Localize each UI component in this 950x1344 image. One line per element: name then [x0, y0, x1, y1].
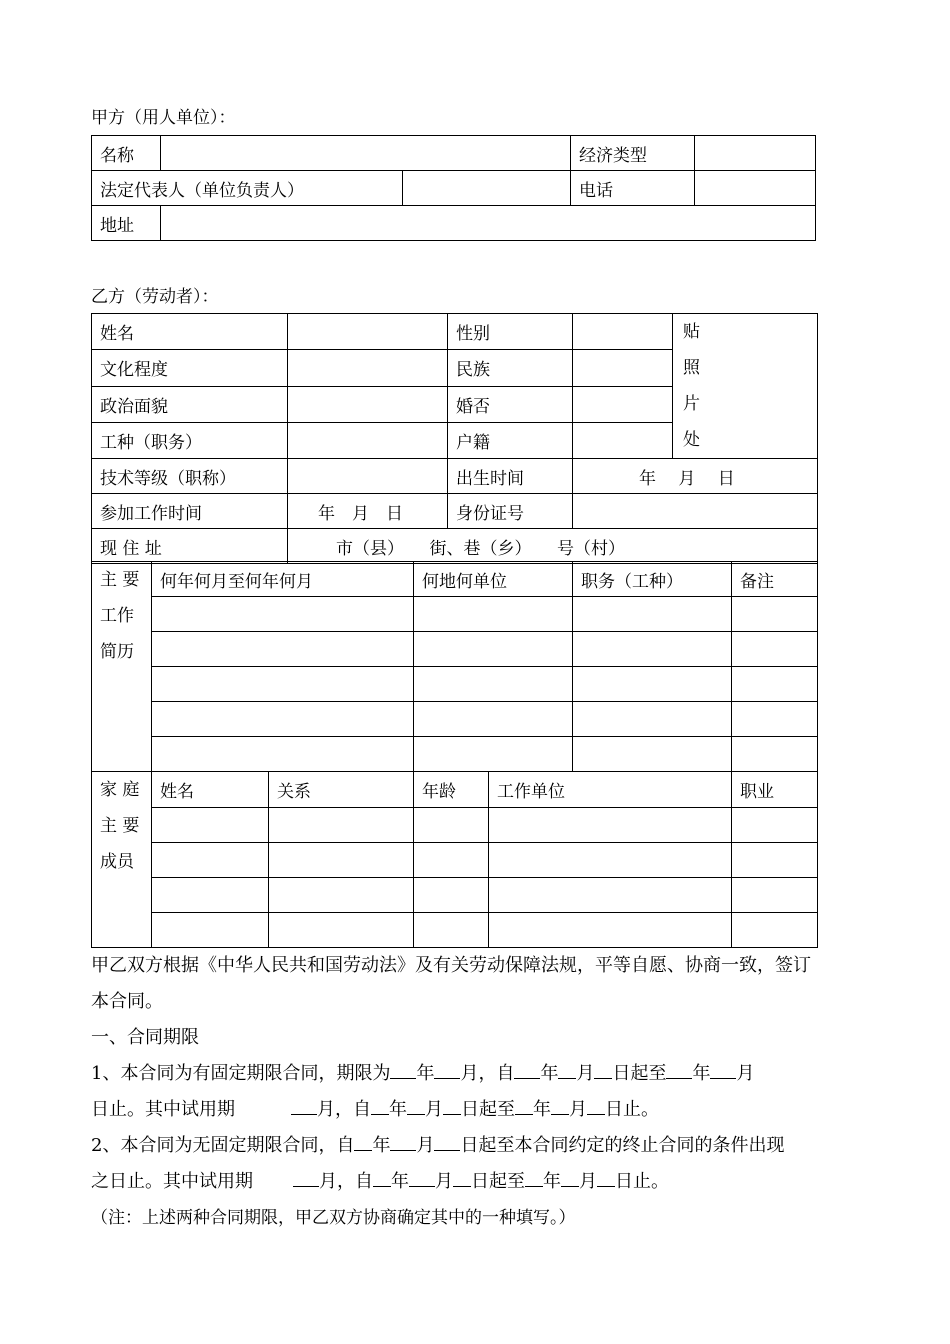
year-unit: 年 [389, 1099, 407, 1120]
month-unit: 月 [319, 1171, 337, 1192]
end-text: 止。 [623, 1099, 659, 1120]
table-row [92, 737, 818, 772]
item-1-text: 1、本合同为有固定期限合同，期限为 [91, 1063, 391, 1084]
resume-cell[interactable] [414, 737, 573, 772]
month-unit: 月 [576, 1063, 595, 1084]
hukou-field[interactable] [573, 422, 673, 458]
resume-cell[interactable] [573, 667, 732, 702]
family-cell[interactable] [732, 913, 818, 948]
family-cell[interactable] [732, 843, 818, 878]
gender-label: 性别 [448, 314, 573, 350]
id-label: 身份证号 [448, 494, 573, 529]
month-unit: 月 [569, 1099, 587, 1120]
section-1-title: 一、合同期限 [91, 1027, 199, 1048]
tech-level-field[interactable] [288, 459, 448, 494]
photo-area[interactable] [673, 314, 818, 459]
family-cell[interactable] [414, 913, 489, 948]
political-label: 政治面貌 [92, 386, 288, 422]
political-field[interactable] [288, 386, 448, 422]
resume-cell[interactable] [732, 667, 818, 702]
day-unit: 日 [615, 1171, 633, 1192]
party-a-econ-type-label: 经济类型 [571, 136, 695, 171]
item-1-line-b [91, 1092, 871, 1128]
blank-field[interactable] [551, 1096, 569, 1115]
blank-field[interactable] [371, 1096, 389, 1115]
intro-line-2: 本合同。 [91, 991, 163, 1012]
resume-cell[interactable] [732, 597, 818, 632]
family-cell[interactable] [489, 808, 732, 843]
blank-field[interactable] [443, 1096, 461, 1115]
blank-field[interactable] [291, 1096, 317, 1115]
resume-header-employer: 何地何单位 [414, 562, 573, 597]
blank-field[interactable] [409, 1168, 435, 1187]
family-header-name: 姓名 [152, 772, 269, 808]
from-text: ，自 [478, 1063, 515, 1084]
birth-label: 出生时间 [448, 459, 573, 494]
family-side-char: 成员 [100, 852, 134, 872]
blank-field[interactable] [373, 1168, 391, 1187]
blank-field[interactable] [515, 1096, 533, 1115]
item-2-line-b [91, 1164, 871, 1200]
table-row [92, 843, 818, 878]
ethnicity-field[interactable] [573, 350, 673, 386]
resume-cell[interactable] [573, 597, 732, 632]
blank-field[interactable] [525, 1168, 543, 1187]
family-cell[interactable] [489, 843, 732, 878]
family-header-occupation: 职业 [732, 772, 818, 808]
party-a-legal-rep-label: 法定代表人（单位负责人） [92, 171, 403, 206]
family-cell[interactable] [269, 913, 414, 948]
month-unit: 月 [579, 1171, 597, 1192]
table-row [92, 878, 818, 913]
family-cell[interactable] [152, 808, 269, 843]
family-cell[interactable] [414, 843, 489, 878]
resume-header-remarks: 备注 [732, 562, 818, 597]
blank-field[interactable] [390, 1060, 416, 1079]
family-cell[interactable] [269, 808, 414, 843]
resume-cell[interactable] [152, 702, 414, 737]
education-label: 文化程度 [92, 350, 288, 386]
probation-text: 日止。其中试用期 [91, 1099, 235, 1120]
resume-cell[interactable] [152, 737, 414, 772]
resume-side-char: 主 要 [100, 570, 140, 590]
family-side-char: 家 庭 [100, 780, 140, 800]
blank-field[interactable] [453, 1168, 471, 1187]
year-unit: 年 [533, 1099, 551, 1120]
from-text: ，自 [335, 1099, 371, 1120]
work-start-field[interactable]: 年 月 日 [288, 494, 448, 529]
family-header-relation: 关系 [269, 772, 414, 808]
resume-cell[interactable] [152, 597, 414, 632]
family-side-label [92, 772, 152, 948]
resume-cell[interactable] [573, 737, 732, 772]
item-2-tail: 日起至本合同约定的终止合同的条件出现 [460, 1135, 785, 1156]
ethnicity-label: 民族 [448, 350, 573, 386]
resume-side-char: 简历 [100, 642, 134, 662]
to-text: 起至 [630, 1063, 667, 1084]
current-address-label: 现 住 址 [92, 529, 288, 564]
month-unit: 月 [425, 1099, 443, 1120]
marital-label: 婚否 [448, 386, 573, 422]
family-table [91, 771, 818, 948]
photo-char: 片 [683, 394, 700, 414]
party-b-info-table [91, 313, 818, 564]
table-row [92, 597, 818, 632]
family-cell[interactable] [414, 808, 489, 843]
blank-field[interactable] [434, 1132, 460, 1151]
blank-field[interactable] [434, 1060, 460, 1079]
resume-cell[interactable] [573, 702, 732, 737]
resume-cell[interactable] [573, 632, 732, 667]
year-unit: 年 [416, 1063, 435, 1084]
blank-field[interactable] [587, 1096, 605, 1115]
blank-field[interactable] [558, 1060, 576, 1079]
month-unit: 月 [435, 1171, 453, 1192]
party-a-name-label: 名称 [92, 136, 161, 171]
blank-field[interactable] [293, 1168, 319, 1187]
resume-side-char: 工作 [100, 606, 134, 626]
blank-field[interactable] [407, 1096, 425, 1115]
party-a-address-field[interactable] [161, 206, 816, 241]
family-cell[interactable] [414, 878, 489, 913]
resume-header-position: 职务（工种） [573, 562, 732, 597]
resume-cell[interactable] [414, 632, 573, 667]
year-unit: 年 [543, 1171, 561, 1192]
from-text: ，自 [337, 1171, 373, 1192]
month-unit: 月 [736, 1063, 755, 1084]
blank-field[interactable] [514, 1060, 540, 1079]
contract-note: （注：上述两种合同期限，甲乙双方协商确定其中的一种填写。） [91, 1208, 576, 1228]
job-field[interactable] [288, 422, 448, 458]
family-header-age: 年龄 [414, 772, 489, 808]
photo-char: 处 [683, 430, 700, 450]
name-field[interactable] [288, 314, 448, 350]
blank-field[interactable] [710, 1060, 736, 1079]
marital-field[interactable] [573, 386, 673, 422]
tech-level-label: 技术等级（职称） [92, 459, 288, 494]
blank-field[interactable] [354, 1132, 372, 1151]
photo-char: 照 [683, 358, 700, 378]
family-cell[interactable] [269, 843, 414, 878]
family-cell[interactable] [489, 913, 732, 948]
item-1-line-a [91, 1056, 871, 1092]
resume-cell[interactable] [732, 737, 818, 772]
item-2-text: 2、本合同为无固定期限合同，自 [91, 1135, 355, 1156]
year-unit: 年 [540, 1063, 559, 1084]
blank-field[interactable] [597, 1168, 615, 1187]
table-row [92, 632, 818, 667]
blank-field[interactable] [561, 1168, 579, 1187]
party-a-phone-field[interactable] [695, 171, 816, 206]
month-unit: 月 [416, 1135, 435, 1156]
to-text: 起至 [479, 1099, 515, 1120]
day-unit: 日 [471, 1171, 489, 1192]
resume-cell[interactable] [732, 632, 818, 667]
family-cell[interactable] [152, 843, 269, 878]
resume-cell[interactable] [414, 702, 573, 737]
day-unit: 日 [612, 1063, 631, 1084]
day-unit: 日 [461, 1099, 479, 1120]
party-a-table [91, 135, 816, 241]
resume-table [91, 561, 818, 772]
family-header-employer: 工作单位 [489, 772, 732, 808]
resume-cell[interactable] [152, 667, 414, 702]
resume-cell[interactable] [414, 667, 573, 702]
family-cell[interactable] [269, 878, 414, 913]
work-start-label: 参加工作时间 [92, 494, 288, 529]
family-cell[interactable] [489, 878, 732, 913]
intro-line-1: 甲乙双方根据《中华人民共和国劳动法》及有关劳动保障法规，平等自愿、协商一致，签订 [91, 955, 811, 976]
education-field[interactable] [288, 350, 448, 386]
resume-header-period: 何年何月至何年何月 [152, 562, 414, 597]
resume-cell[interactable] [414, 597, 573, 632]
party-a-name-field[interactable] [161, 136, 571, 171]
year-unit: 年 [391, 1171, 409, 1192]
family-cell[interactable] [732, 878, 818, 913]
probation-text: 之日止。其中试用期 [91, 1171, 253, 1192]
name-label: 姓名 [92, 314, 288, 350]
hukou-label: 户籍 [448, 422, 573, 458]
month-unit: 月 [460, 1063, 479, 1084]
party-a-address-label: 地址 [92, 206, 161, 241]
table-row [92, 667, 818, 702]
party-a-econ-type-field[interactable] [695, 136, 816, 171]
table-row [92, 913, 818, 948]
gender-field[interactable] [573, 314, 673, 350]
blank-field[interactable] [594, 1060, 612, 1079]
family-cell[interactable] [152, 913, 269, 948]
party-a-heading: 甲方（用人单位）： [91, 108, 236, 128]
family-cell[interactable] [152, 878, 269, 913]
year-unit: 年 [692, 1063, 711, 1084]
month-unit: 月 [317, 1099, 335, 1120]
table-row [92, 702, 818, 737]
birth-date-field[interactable]: 年 月 日 [573, 459, 818, 494]
end-text: 止。 [633, 1171, 669, 1192]
table-row [92, 808, 818, 843]
party-a-phone-label: 电话 [571, 171, 695, 206]
year-unit: 年 [372, 1135, 391, 1156]
blank-field[interactable] [666, 1060, 692, 1079]
party-a-legal-rep-field[interactable] [403, 171, 571, 206]
job-label: 工种（职务） [92, 422, 288, 458]
family-cell[interactable] [732, 808, 818, 843]
current-address-field[interactable]: 市（县） 街、巷（乡） 号（村） [288, 529, 818, 564]
party-b-heading: 乙方（劳动者）： [91, 287, 219, 307]
blank-field[interactable] [390, 1132, 416, 1151]
item-2-line-a [91, 1128, 871, 1164]
photo-char: 贴 [683, 322, 700, 342]
to-text: 起至 [489, 1171, 525, 1192]
id-field[interactable] [573, 494, 818, 529]
resume-side-label [92, 562, 152, 772]
family-side-char: 主 要 [100, 816, 140, 836]
resume-cell[interactable] [152, 632, 414, 667]
resume-cell[interactable] [732, 702, 818, 737]
contract-body [91, 948, 871, 1236]
day-unit: 日 [605, 1099, 623, 1120]
